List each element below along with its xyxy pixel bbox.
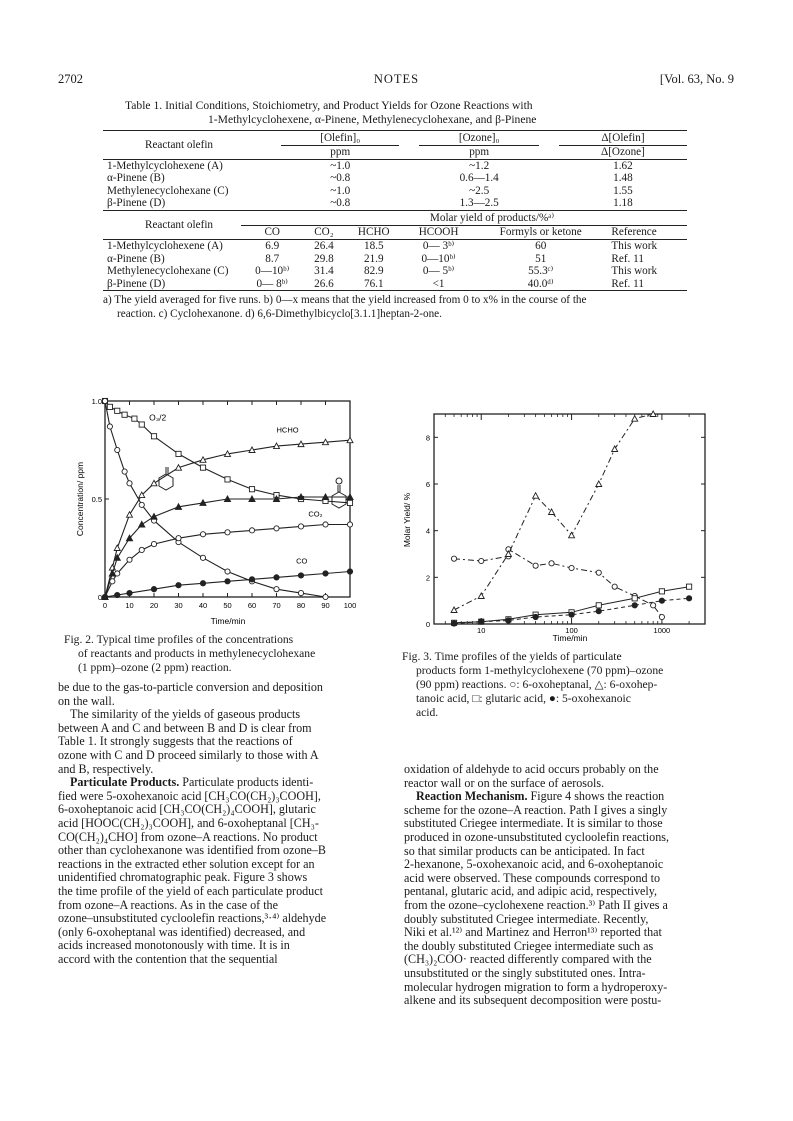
fig2-point-s4 [139, 547, 144, 552]
fig3-x-tick-label: 10 [477, 626, 486, 635]
fig2-point-s1 [200, 555, 205, 560]
fig3-series-curve-0 [454, 549, 662, 617]
fig3-point-s2 [632, 596, 637, 601]
fig2-point-s0 [132, 416, 137, 421]
fig2-point-s3 [151, 514, 157, 520]
fig2-point-s4 [274, 526, 279, 531]
fig2-xlabel: Time/min [210, 616, 246, 626]
table1-footnote: a) The yield averaged for five runs. b) 0—x means that the yield increased from 0 to x% in the course of the reaction. c) Cyclohexanone. d) 6,6-Dimethylbicyclo[3.1.1]heptan-2-one. [103, 294, 587, 321]
fig2-point-s2 [114, 545, 120, 551]
fig2-x-tick-label: 70 [272, 601, 281, 610]
fig3-point-s0 [569, 565, 574, 570]
running-title: NOTES [373, 72, 420, 86]
fig2-point-s1 [298, 590, 303, 595]
fig3-point-s2 [686, 584, 691, 589]
fig3-point-s0 [596, 570, 601, 575]
fig2-point-s0 [249, 487, 254, 492]
fig3-point-s2 [596, 603, 601, 608]
cyclohexanone-structure [332, 478, 346, 508]
fig2-point-s4 [249, 528, 254, 533]
fig3-point-s3 [533, 614, 538, 619]
fig2-caption: Fig. 2. Typical time profiles of the concentrations of reactants and products in methylenecyclohexane (1 ppm)–ozone (2 ppm) reaction. [64, 633, 316, 674]
fig3-series [451, 411, 692, 626]
fig2-point-s2 [151, 480, 157, 486]
fig3-x-tick-label: 1000 [653, 626, 671, 635]
fig3-point-s1 [612, 446, 618, 452]
right-column: oxidation of aldehyde to acid occurs probably on the reactor wall or on the surface of aerosols. Reaction Mechanism. Figure 4 shows the reaction scheme for the ozone–A reaction. Path I gives a singly substituted Criegee intermediate. It is similar to those produced in ozone-unsubstituted cycloolefin reactions, so that similar products can be anticipated. In fact 2-hexanone, 5-oxohexanoic acid, and 6-oxoheptanoic acid were observed. These compounds correspond to pentanal, glutaric acid, and adipic acid, respectively, from the ozone–cyclohexene reaction.³⁾ Path II gives a doubly substituted Criegee intermediate. Recently, Niki et al.¹²⁾ and Martinez and Herron¹³⁾ reported that the doubly substituted Criegee intermediate such as (CH₃)₂COO· reacted differently compared with the unsubstituted or the singly substituted ones. Intra- molecular hydrogen migration to form a hydroperoxy- alkene and its subsequent decomposition were postu- [404, 762, 669, 1008]
fig2-axes [92, 397, 357, 610]
fig3-x-tick-label: 100 [565, 626, 578, 635]
fig2-x-tick-label: 90 [321, 601, 330, 610]
fig2-point-s0 [115, 408, 120, 413]
fig3-point-s3 [632, 603, 637, 608]
fig2-ylabel: Concentration/ ppm [75, 461, 85, 537]
fig3-point-s0 [549, 561, 554, 566]
fig2-point-s0 [200, 465, 205, 470]
fig2-point-s0 [151, 434, 156, 439]
fig3-point-s1 [596, 481, 602, 487]
fig2-point-s1 [122, 469, 127, 474]
fig3-chart [390, 408, 710, 643]
fig2-point-s5 [115, 592, 120, 597]
fig2-chart [58, 392, 358, 632]
fig2-point-s5 [298, 573, 303, 578]
fig2-point-s1 [323, 594, 328, 599]
left-column: be due to the gas-to-particle conversion and deposition on the wall. The similarity of the yields of gaseous products between A and C and between B and D is clear from Table 1. It strongly suggests that the reactions of ozone with C and D proceed similarly to those with A and B, respectively. Particulate Products. Particulate products identi- fied were 5-oxohexanoic acid [CH₃CO(CH₂)₃COOH], 6-oxoheptanoic acid [CH₃CO(CH₂)₄COOH], glutaric acid [HOOC(CH₂)₃COOH], and 6-oxoheptanal [CH₃- CO(CH₂)₄CHO] from ozone–A reactions. No product other than cyclohexanone was identified from ozone–B reactions in the extracted ether solution except for an unidentified chromatographic peak. Figure 3 shows the time profile of the yield of each particulate product from ozone–A reactions. As in the case of the ozone–unsubstituted cycloolefin reactions,³·⁴⁾ aldehyde (only 6-oxoheptanal was identified) decreased, and acids increased monotonously with time. It is in accord with the contention that the sequential [58, 680, 327, 966]
fig2-point-s0 [139, 422, 144, 427]
fig2-point-s5 [249, 577, 254, 582]
fig2-point-s4 [225, 530, 230, 535]
fig2-point-s3 [139, 521, 145, 527]
fig3-point-s0 [651, 603, 656, 608]
fig2-point-s4 [176, 536, 181, 541]
fig2-point-s4 [151, 541, 156, 546]
fig3-y-tick-label: 8 [425, 433, 430, 443]
fig3-point-s3 [451, 621, 456, 626]
fig3-y-tick-label: 0 [425, 620, 430, 629]
fig2-x-tick-label: 80 [296, 601, 306, 610]
fig2-point-s2 [127, 512, 133, 518]
fig3-point-s0 [451, 556, 456, 561]
fig2-label-hcho: HCHO [276, 425, 299, 435]
fig2-point-s5 [225, 579, 230, 584]
reactant-header: Reactant olefin [145, 138, 214, 151]
fig3-y-tick-label: 4 [425, 526, 430, 536]
fig2-point-s0 [225, 477, 230, 482]
fig2-point-s1 [274, 587, 279, 592]
fig2-point-s5 [200, 581, 205, 586]
fig3-point-s0 [659, 614, 664, 619]
fig3-point-s3 [569, 612, 574, 617]
fig3-y-tick-label: 2 [425, 573, 430, 583]
fig2-y-tick-label: 0 [97, 593, 102, 602]
fig2-point-s0 [107, 404, 112, 409]
fig3-point-s1 [569, 532, 575, 538]
fig3-point-s3 [686, 596, 691, 601]
fig2-y-tick-label: 0.5 [91, 495, 102, 504]
fig3-point-s1 [533, 493, 539, 499]
fig2-point-s4 [115, 571, 120, 576]
fig3-point-s2 [659, 589, 664, 594]
fig3-point-s3 [596, 609, 601, 614]
fig2-point-s1 [127, 481, 132, 486]
fig3-point-s0 [479, 558, 484, 563]
volume-info: [Vol. 63, No. 9 [659, 72, 734, 86]
table1: [Olefin]₀ [Ozone]₀ Δ[Olefin] Reactant olefin ppm ppm Δ[Ozone] 1-Methylcyclohexene (A) ~1.0 ~1.2 1.62 α-Pinene (B) ~0.8 0.6—1.4 1.48 Methylenecyclohexane (C) ~1.0 ~2.5 1.55 β-Pinene (D) ~0.8 1.3—2.5 1.18 Molar yield of products/%ᵃ⁾ Reactant olefin CO CO₂ HCHO HCOOH Formyls or ketone Reference 1-Methylcyclohexene (A) 6.9 26.4 18.5 0— 3ᵇ⁾ 60 This work α-Pinene (B) 8.7 29.8 21.9 0—10ᵇ⁾ 51 Ref. 11 Methylenecyclohexane (C) 0—10ᵇ⁾ 31.4 82.9 0— 5ᵇ⁾ 55.3ᶜ⁾ This work β-Pinene (D) 0— 8ᵇ⁾ 26.6 76.1 <1 40.0ᵈ⁾ Ref. 11 a) The yield averaged for five runs. b) 0—x means that the yield increased from 0 to x% in the course of the reaction. c) Cyclohexanone. d) 6,6-Dimethylbicyclo[3.1.1]heptan-2-one. [103, 130, 687, 321]
run-in-heading: Reaction Mechanism. [416, 789, 528, 804]
table1-caption: Table 1. Initial Conditions, Stoichiometry, and Product Yields for Ozone Reactions with 1-Methylcyclohexene, α-Pinene, Methylenecyclohexane, and β-Pinene [125, 99, 537, 126]
fig2-label-co: CO [296, 556, 308, 566]
fig3-point-s3 [479, 619, 484, 624]
fig2-series [102, 398, 353, 599]
fig3-xlabel: Time/min [552, 633, 588, 643]
fig2-x-tick-label: 10 [125, 601, 134, 610]
fig2-x-tick-label: 50 [223, 601, 232, 610]
page-number: 2702 [58, 72, 83, 86]
fig2-point-s5 [176, 583, 181, 588]
fig2-point-s4 [110, 579, 115, 584]
fig2-point-s0 [122, 412, 127, 417]
fig2-x-tick-label: 20 [149, 601, 159, 610]
fig3-point-s0 [612, 584, 617, 589]
fig3-point-s1 [478, 593, 484, 599]
fig2-point-s5 [102, 594, 107, 599]
fig2-point-s4 [127, 557, 132, 562]
fig2-point-s0 [176, 451, 181, 456]
fig2-point-s1 [102, 398, 107, 403]
fig2-point-s5 [127, 590, 132, 595]
fig3-point-s0 [533, 563, 538, 568]
fig2-x-tick-label: 40 [198, 601, 208, 610]
fig2-point-s4 [323, 522, 328, 527]
fig3-y-tick-label: 6 [425, 480, 430, 489]
fig3-point-s1 [451, 607, 457, 613]
fig2-point-s4 [347, 522, 352, 527]
fig2-point-s1 [139, 502, 144, 507]
fig3-point-s1 [632, 416, 638, 422]
fig2-point-s5 [323, 571, 328, 576]
fig3-point-s3 [506, 618, 511, 623]
fig2-series-line-4 [105, 525, 350, 598]
fig2-x-tick-label: 100 [343, 601, 357, 610]
fig2-y-tick-label: 1.0 [91, 397, 102, 406]
fig3-point-s1 [505, 551, 511, 557]
fig2-label-co2: CO₂ [308, 509, 323, 519]
fig2-x-tick-label: 30 [174, 601, 183, 610]
fig2-point-s5 [274, 575, 279, 580]
fig2-x-tick-label: 0 [102, 601, 108, 610]
run-in-heading: Particulate Products. [70, 775, 180, 790]
fig2-label-o3: O₃/2 [149, 412, 167, 423]
fig2-point-s1 [115, 447, 120, 452]
fig2-point-s4 [298, 524, 303, 529]
fig2-point-s1 [107, 424, 112, 429]
fig2-point-s1 [225, 569, 230, 574]
fig2-x-tick-label: 60 [247, 601, 257, 610]
fig2-point-s5 [347, 569, 352, 574]
fig2-point-s0 [347, 500, 352, 505]
fig2-point-s4 [200, 532, 205, 537]
fig2-point-s5 [151, 587, 156, 592]
fig3-caption: Fig. 3. Time profiles of the yields of particulate products form 1-methylcyclohexene (70 ppm)–ozone (90 ppm) reactions. ○: 6-oxoheptanal, △: 6-oxohep- tanoic acid, □: glutaric acid, ●: 5-oxohexanoic acid. [402, 650, 664, 719]
fig3-ylabel: Molar Yield/ % [402, 492, 412, 548]
fig3-point-s3 [659, 598, 664, 603]
